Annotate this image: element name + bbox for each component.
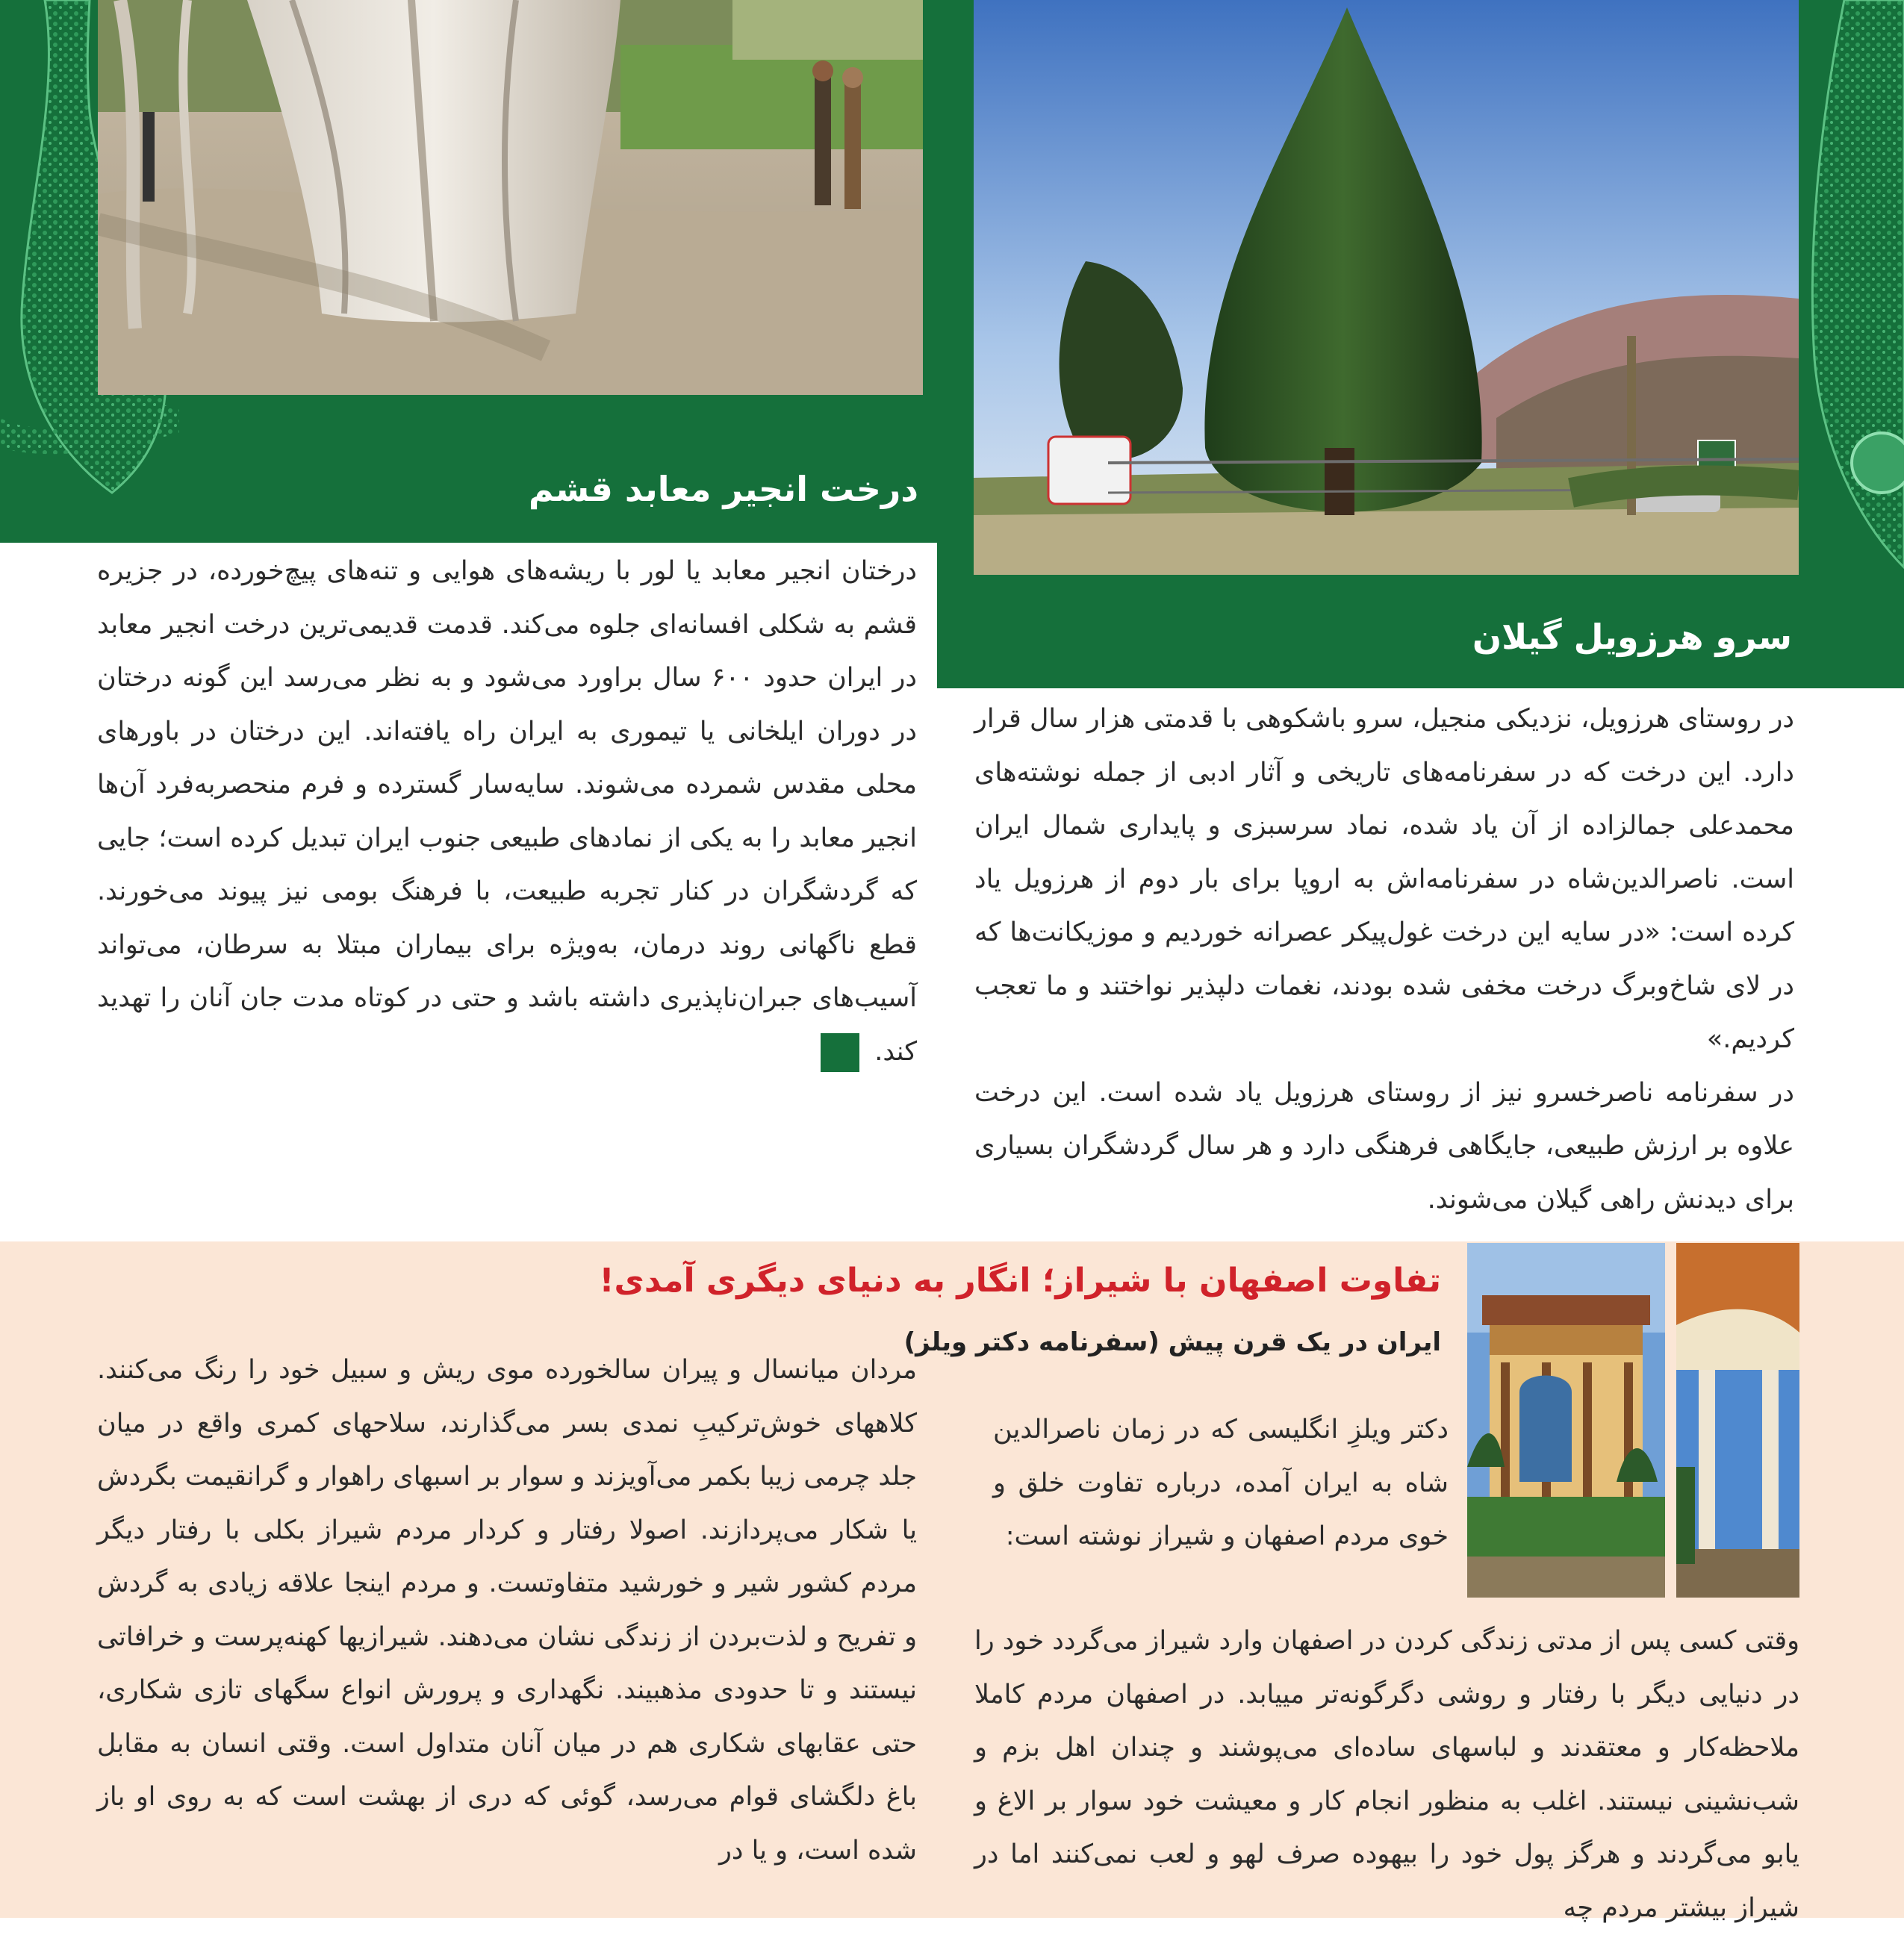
cypress-article [974,693,1794,1227]
fig-tree-paragraph: درختان انجیر معابد یا لور با ریشه‌های هوایی و تنه‌های پیچ‌خورده، در جزیره قشم به شکلی افسانه‌ای جلوه می‌کند. قدمت قدیمی‌ترین درخت انجیر معابد در ایران حدود ۶۰۰ سال براورد می‌شود و به نظر می‌رسد این گونه درختان در دوران ایلخانی یا تیموری به ایران راه یافته‌اند. این درختان در باورهای محلی مقدس شمرده می‌شوند. سایه‌سار گسترده و فرم منحصربه‌فرد آن‌ها انجیر معابد را به یکی از نمادهای طبیعی جنوب ایران تبدیل کرده است؛ جایی که گردشگران در کنار تجربه طبیعت، با فرهنگ بومی نیز پیوند می‌خورند. قطع ناگهانی روند درمان، به‌ویژه برای بیماران مبتلا به سرطان، می‌تواند آسیب‌های جبران‌ناپذیری داشته باشد و حتی در کوتاه مدت جان آنان را تهدید کند. [97,556,917,1067]
isfahan-shiraz-headline: تفاوت اصفهان با شیراز؛ انگار به دنیای دیگری آمدی! [599,1262,1441,1300]
fig-tree-article [97,545,917,1079]
banyan-tree-photo [98,0,923,395]
article-end-marker [821,1033,859,1072]
isfahan-paragraph: وقتی کسی پس از مدتی زندگی کردن در اصفهان وارد شیراز می‌گردد خود را در دنیایی دیگر با رفتار و روشی دگرگونه‌تر مییابد. در اصفهان مردم کاملا ملاحظه‌کار و معتقدند و لباسهای ساده‌ای می‌پوشند و چندان اهل بزم و شب‌نشینی نیستند. اغلب به منظور انجام کار و معیشت خود سوار بر الاغ و یابو می‌گردند و هرگز پول خود را بیهوده صرف لهو و لعب نمی‌کنند اما در شیراز بیشتر مردم چه [974,1626,1799,1923]
cypress-tree-photo [974,0,1799,575]
fig-tree-title: درخت انجیر معابد قشم [528,469,918,509]
cypress-paragraph-1: در روستای هرزویل، نزدیکی منجیل، سرو باشکوهی با قدمتی هزار سال قرار دارد. این درخت که در سفرنامه‌های تاریخی و آثار ادبی از جمله نوشته‌های محمدعلی جمالزاده از آن یاد شده، نماد سرسبزی و پایداری شمال ایران است. ناصرالدین‌شاه در سفرنامه‌اش به اروپا برای بار دوم از هرزویل یاد کرده است: «در سایه این درخت غول‌پیکر عصرانه خوردیم و موزیکانت‌ها که در لای شاخ‌وبرگ درخت مخفی شده بودند، نغمات دلپذیر نواختند و ما تعجب کردیم.» [974,704,1794,1054]
cypress-paragraph-2: در سفرنامه ناصرخسرو نیز از روستای هرزویل یاد شده است. این درخت علاوه بر ارزش طبیعی، جایگاهی فرهنگی دارد و هر سال گردشگران بسیاری برای دیدنش راهی گیلان می‌شوند. [974,1077,1794,1215]
chehel-sotoun-photo [1467,1243,1665,1598]
cypress-title: سرو هرزویل گیلان [1472,617,1792,657]
right-paisley-ornament [1792,0,1904,642]
hafezieh-pavilion-photo [1676,1243,1799,1598]
shiraz-paragraph: مردان میانسال و پیران سالخورده موی ریش و سبیل خود را رنگ می‌کنند. کلاههای خوش‌ترکیبِ نمدی بسر می‌گذارند، سلاحهای کمری واقع در میان جلد چرمی زیبا بکمر می‌آویزند و سوار بر اسبهای راهوار و گرانقیمت بگردش یا شکار می‌پردازند. اصولا رفتار و کردار مردم شیراز بکلی با رفتار دیگر مردم کشور شیر و خورشید متفاوتست. و مردم اینجا علاقه زیادی به گردش و تفریح و لذت‌بردن از زندگی نشان می‌دهند. شیرازیها کهنه‌پرست و خرافاتی نیستند و تا حدودی مذهبیند. نگهداری و پرورش انواع سگهای تازی شکاری، حتی عقابهای شکاری هم در میان آنان متداول است. وقتی انسان به مقابل باغ دلگشای قوام می‌رسد، گوئی که دری از بهشت است که به روی او باز شده است، و یا در [97,1355,917,1866]
travelogue-subheading: ایران در یک قرن پیش (سفرنامه دکتر ویلز) [903,1327,1441,1357]
wills-intro-paragraph: دکتر ویلزِ انگلیسی که در زمان ناصرالدین شاه به ایران آمده، درباره تفاوت خلق و خوی مردم اصفهان و شیراز نوشته است: [993,1415,1449,1551]
